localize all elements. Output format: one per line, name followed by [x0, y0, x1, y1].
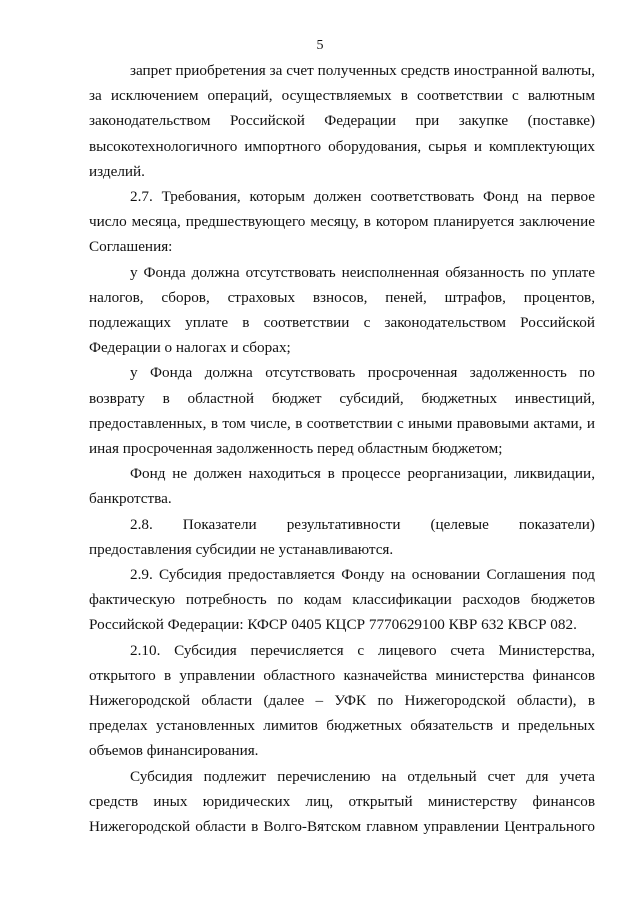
paragraph-no-overdue-debt: у Фонда должна отсутствовать просроченная задолженность по возврату в областной бюджет субсидий, бюджетных инвестиций, предоставленных, в том числе, в соответствии с иными правовыми актами, и иная просроченная задолженность перед областным бюджетом;	[89, 364, 595, 458]
paragraph-2-7-requirements: 2.7. Требования, которым должен соответствовать Фонд на первое число месяца, предшествующего месяцу, в котором планируется заключение Соглашения:	[89, 188, 595, 256]
document-body	[89, 58, 595, 839]
paragraph-2-9-subsidy-codes: 2.9. Субсидия предоставляется Фонду на основании Соглашения под фактическую потребность по кодам классификации расходов бюджетов Российской Федерации: КФСР 0405 КЦСР 7770629100 КВР 632 КВСР 082.	[89, 566, 595, 634]
paragraph-no-reorganization: Фонд не должен находиться в процессе реорганизации, ликвидации, банкротства.	[89, 465, 595, 508]
paragraph-2-8-indicators: 2.8. Показатели результативности (целевые показатели) предоставления субсидии не устанавливаются.	[89, 515, 595, 558]
page-number: 5	[316, 38, 324, 53]
paragraph-separate-account: Субсидия подлежит перечислению на отдельный счет для учета средств иных юридических лиц, открытый министерству финансов Нижегородской области в Волго-Вятском главном управлении Центрального	[89, 767, 595, 836]
paragraph-2-10-transfer: 2.10. Субсидия перечисляется с лицевого счета Министерства, открытого в управлении областного казначейства министерства финансов Нижегородской области (далее – УФК по Нижегородской области), в пределах установленных лимитов бюджетных обязательств и предельных объемов финансирования.	[89, 641, 595, 760]
paragraph-currency-ban: запрет приобретения за счет полученных средств иностранной валюты, за исключением операций, осуществляемых в соответствии с валютным законодательством Российской Федерации при закупке (поставке) высокотехнологичного импортного оборудования, сырья и комплектующих изделий.	[89, 62, 595, 180]
paragraph-no-tax-debt: у Фонда должна отсутствовать неисполненная обязанность по уплате налогов, сборов, страховых взносов, пеней, штрафов, процентов, подлежащих уплате в соответствии с законодательством Российской Федерации о налогах и сборах;	[89, 263, 595, 357]
